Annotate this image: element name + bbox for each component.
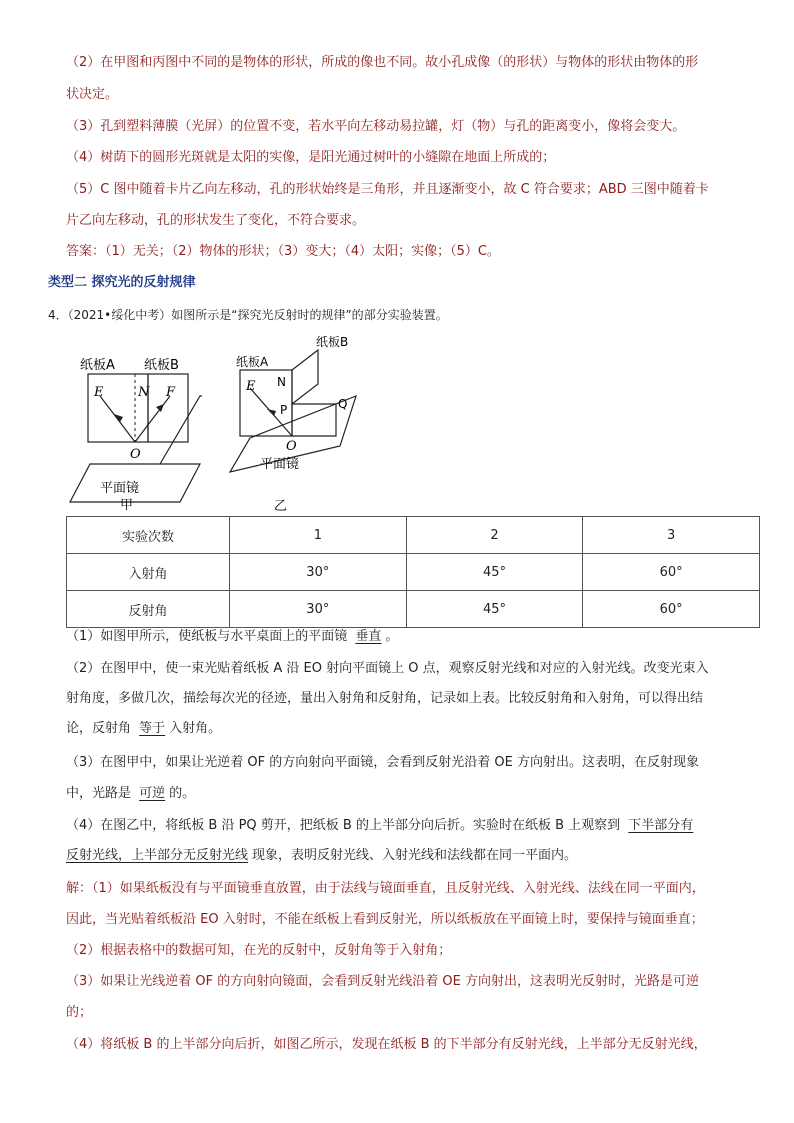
subquestion-4-line <box>66 847 577 865</box>
label-board-b: 纸板B <box>316 335 349 349</box>
table-cell: 45° <box>406 591 583 628</box>
table-header-cell: 2 <box>406 517 583 554</box>
text: 中，光路是 <box>66 786 136 801</box>
text: 的。 <box>169 786 196 801</box>
table-cell: 30° <box>230 591 407 628</box>
experiment-figure <box>60 334 370 512</box>
label-n: N <box>138 385 150 400</box>
solution-line: 解：（1）如果纸板没有与平面镜垂直放置，由于法线与镜面垂直，且反射光线、入射光线、法线在同一平面内， <box>66 881 705 896</box>
solution-line: 状决定。 <box>66 87 119 102</box>
solution-line: （2）根据表格中的数据可知，在光的反射中，反射角等于入射角； <box>66 943 452 958</box>
label-board-a: 纸板A <box>236 355 269 369</box>
data-table <box>66 516 760 628</box>
table-header-cell: 实验次数 <box>67 517 230 554</box>
subquestion-4-line <box>66 817 697 835</box>
label-board-b: 纸板B <box>144 358 179 373</box>
table-cell: 30° <box>230 554 407 591</box>
subquestion-1 <box>66 628 398 646</box>
text: 论，反射角 <box>66 721 136 736</box>
figure-jia <box>70 357 202 512</box>
section-title: 类型二 探究光的反射规律 <box>48 275 196 290</box>
label-e: E <box>246 379 256 394</box>
caption-jia: 甲 <box>120 498 134 512</box>
subquestion-2-line: 射角度，多做几次，描绘每次光的径迹，量出入射角和反射角，记录如上表。比较反射角和入射角，可以得出结 <box>66 691 704 706</box>
label-mirror: 平面镜 <box>100 481 140 496</box>
answer-blank: 垂直 <box>355 629 382 644</box>
table-cell: 45° <box>406 554 583 591</box>
question-stem: 4．（2021•绥化中考）如图所示是“探究光反射时的规律”的部分实验装置。 <box>48 308 448 322</box>
caption-yi: 乙 <box>274 499 288 512</box>
table-header-cell: 1 <box>230 517 407 554</box>
subquestion-2-line <box>66 720 221 738</box>
solution-line: （4）树荫下的圆形光斑就是太阳的实像，是阳光通过树叶的小缝隙在地面上所成的； <box>66 150 556 165</box>
solution-line: 因此，当光贴着纸板沿 EO 入射时，不能在纸板上看到反射光，所以纸板放在平面镜上时，要保持与镜面垂直； <box>66 912 704 927</box>
answer-blank: 等于 <box>139 721 166 736</box>
solution-line: 片乙向左移动，孔的形状发生了变化，不符合要求。 <box>66 213 366 228</box>
text: 。 <box>385 629 399 644</box>
label-o: O <box>130 447 141 462</box>
table-header-cell: 3 <box>583 517 760 554</box>
label-f: F <box>166 385 176 400</box>
incident-ray <box>100 396 135 442</box>
board-b-upper <box>292 350 318 404</box>
solution-line: （3）孔到塑料薄膜（光屏）的位置不变，若水平向左移动易拉罐，灯（物）与孔的距离变小，像将会变大。 <box>66 119 686 134</box>
table-cell: 反射角 <box>67 591 230 628</box>
subquestion-3-line <box>66 785 195 803</box>
answer-blank: 可逆 <box>139 786 166 801</box>
solution-line: （3）如果让光线逆着 OF 的方向射向镜面，会看到反射光线沿着 OE 方向射出，这表明光反射时，光路是可逆 <box>66 974 699 989</box>
solution-line: （5）C 图中随着卡片乙向左移动，孔的形状始终是三角形，并且逐渐变小，故 C 符合要求；ABD 三图中随着卡 <box>66 182 709 197</box>
figure-yi <box>230 334 356 512</box>
label-mirror: 平面镜 <box>260 457 300 472</box>
label-q: Q <box>338 397 348 411</box>
table-header-row <box>67 517 760 554</box>
table-row <box>67 591 760 628</box>
reflected-ray <box>135 396 170 442</box>
solution-line: 的； <box>66 1005 93 1020</box>
label-o: O <box>286 439 297 454</box>
answer-blank: 反射光线，上半部分无反射光线 <box>66 848 249 863</box>
table-cell: 60° <box>583 591 760 628</box>
table-cell: 入射角 <box>67 554 230 591</box>
subquestion-3-line: （3）在图甲中，如果让光逆着 OF 的方向射向平面镜，会看到反射光沿着 OE 方向射出。这表明，在反射现象 <box>66 755 699 770</box>
label-n: N <box>277 375 286 389</box>
label-e: E <box>94 385 104 400</box>
subquestion-2-line: （2）在图甲中，使一束光贴着纸板 A 沿 EO 射向平面镜上 O 点，观察反射光线和对应的入射光线。改变光束入 <box>66 661 709 676</box>
label-p: P <box>280 403 288 417</box>
solution-line: （4）将纸板 B 的上半部分向后折，如图乙所示，发现在纸板 B 的下半部分有反射光线，上半部分无反射光线， <box>66 1037 707 1052</box>
text: 入射角。 <box>169 721 222 736</box>
solution-line: （2）在甲图和丙图中不同的是物体的形状，所成的像也不同。故小孔成像（的形状）与物体的形状由物体的形 <box>66 55 699 70</box>
text: （1）如图甲所示，使纸板与水平桌面上的平面镜 <box>66 629 352 644</box>
table-cell: 60° <box>583 554 760 591</box>
text: （4）在图乙中，将纸板 B 沿 PQ 剪开，把纸板 B 的上半部分向后折。实验时在纸板 B 上观察到 <box>66 818 625 833</box>
answer-line: 答案：（1）无关；（2）物体的形状；（3）变大；（4）太阳；实像；（5）C。 <box>66 244 500 259</box>
text: 现象，表明反射光线、入射光线和法线都在同一平面内。 <box>252 848 578 863</box>
answer-blank: 下半部分有 <box>628 818 694 833</box>
table-row <box>67 554 760 591</box>
label-board-a: 纸板A <box>80 358 115 373</box>
board-b-lower <box>292 404 336 436</box>
